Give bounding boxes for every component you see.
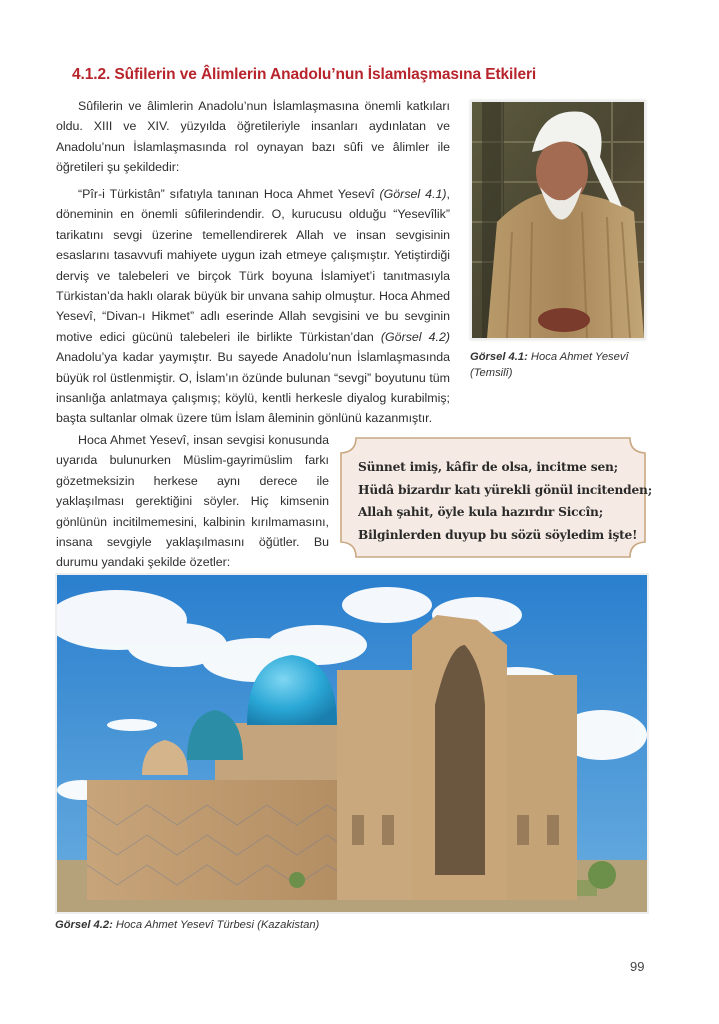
yesevi-paragraph <box>56 184 450 429</box>
intro-text: Sûfilerin ve âlimlerin Anadolu’nun İslamlaşmasına önemli katkıları oldu. XIII ve XIV. yüzyılda öğretileriyle insanları aydınlatan ve Anadolu’nun İslamlaşmasında rol oynayan bazı sûfi ve âlimler ile öğretileri şu şekildedir: <box>56 99 450 175</box>
portrait-image <box>470 100 646 340</box>
mausoleum-image <box>55 573 649 914</box>
text-span: , döneminin en önemli sûfilerindendir. O, kurucusu olduğu “Yesevîlik” tarikatını sevgi üzerine temellendirerek Allah ve insan sevgisinin esaslarını tasavvufi mahiyete uygun izah etmeye çalışmıştır. Yetiştirdiği derviş ve talebeleri ve birçok Türk boyuna İslamiyet’i tanıtmasıyla Türkistan’da haklı olarak büyük bir unvana sahip olmuştur. Hoca Ahmed Yesevî, “Divan-ı Hikmet” adlı eserinde Allah sevgisini ve bu sevginin motive edici gücünü talebeleri ile birlikte Türkistan’dan <box>56 187 450 344</box>
figure-caption-1 <box>470 349 650 381</box>
poem-line: Sünnet imiş, kâfir de olsa, incitme sen; <box>358 460 618 474</box>
poem-quote-box <box>340 437 653 558</box>
poem-lines <box>358 456 652 546</box>
figure-caption-text: Hoca Ahmet Yesevî (Temsilî) <box>470 351 629 379</box>
figure-reference-2: (Görsel 4.2) <box>380 329 450 344</box>
text-span: Anadolu’ya kadar yaymıştır. Bu sayede Anadolu’nun İslamlaşmasında büyük rol üstlenmiştir. O, İslam’ın özünde bulunan “sevgi” boyutunu tüm insanlığa anlatmaya çalışmış; köylü, kentli herkesle diyalog kurabilmiş; başta sultanlar olmak üzere tüm İslam âleminin gönlünü kazanmıştır. <box>56 350 450 426</box>
figure-reference-1: (Görsel 4.1) <box>379 187 447 201</box>
figure-caption-2 <box>55 919 319 931</box>
poem-line: Hüdâ bizardır katı yürekli gönül incitenden; <box>358 482 653 497</box>
poem-line: Allah şahit, öyle kula hazırdır Siccîn; <box>358 505 604 519</box>
figure-label: Görsel 4.2: <box>55 919 113 931</box>
mausoleum-photo-icon <box>57 575 647 912</box>
text-span: “Pîr-i Türkistân” sıfatıyla tanınan Hoca Ahmet Yesevî <box>78 187 380 201</box>
tolerance-text: Hoca Ahmet Yesevî, insan sevgisi konusunda uyarıda bulunurken Müslim-gayrimüslim farkı gözetmeksizin herkese aynı derece ile yaklaşılması gerektiğini söyler. Hiç kimsenin gönlünün incitilmemesini, kalbinin kırılmamasını, insana sevgiyle yaklaşılmasını öğütler. Bu durumu yandaki şekilde özetler: <box>56 433 329 570</box>
figure-label: Görsel 4.1: <box>470 351 528 363</box>
tolerance-paragraph <box>56 430 329 573</box>
page-number: 99 <box>630 959 645 974</box>
portrait-painting-icon <box>472 102 644 338</box>
yesevi-text <box>56 184 450 429</box>
poem-line: Bilginlerden duyup bu sözü söyledim işte! <box>358 527 638 542</box>
figure-caption-text: Hoca Ahmet Yesevî Türbesi (Kazakistan) <box>112 919 320 931</box>
section-heading: 4.1.2. Sûfilerin ve Âlimlerin Anadolu’nun İslamlaşmasına Etkileri <box>72 66 537 83</box>
intro-paragraph <box>56 96 450 178</box>
